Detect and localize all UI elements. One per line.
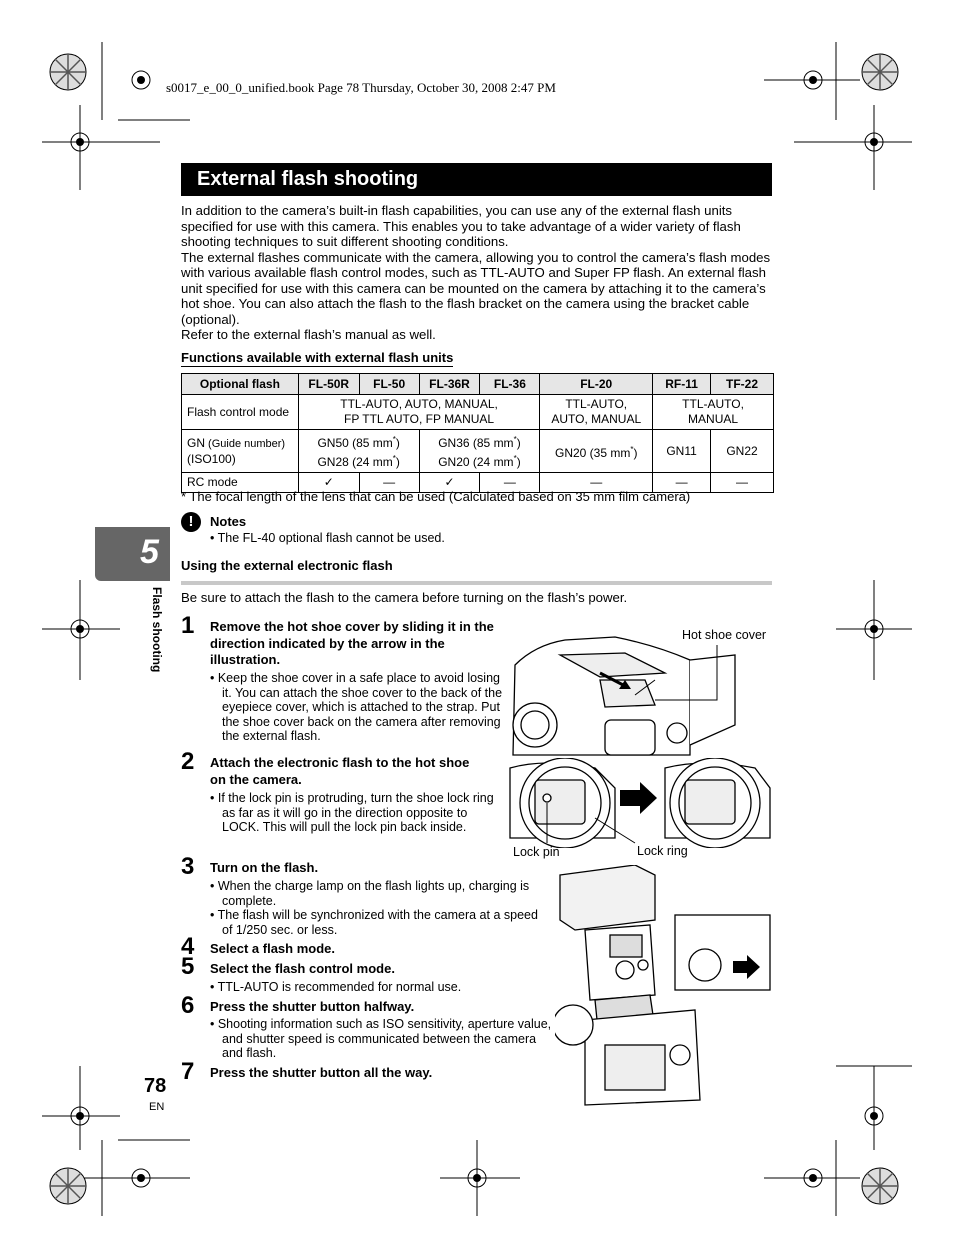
table-cell	[540, 395, 653, 430]
row-label: RC mode	[182, 473, 299, 493]
gn-value: GN20 (35 mm	[554, 445, 631, 460]
flash-on-camera-illustration	[555, 865, 775, 1110]
step-title: Select a flash mode.	[210, 941, 335, 956]
chapter-tab	[95, 527, 170, 581]
table-cell: —	[540, 473, 653, 493]
step-title: Remove the hot shoe cover by sliding it in the direction indicated by the arrow in the illustration.	[210, 619, 494, 667]
table-cell	[540, 430, 653, 473]
notes-title: Notes	[210, 514, 247, 529]
footnote-mark: *	[392, 435, 396, 444]
step-bullet: • When the charge lamp on the flash lights up, charging is complete.	[210, 879, 530, 908]
table-header-row	[182, 374, 774, 395]
table-row	[182, 430, 774, 473]
step-bullet: • If the lock pin is protruding, turn the shoe lock ring as far as it will go in the direction opposite to LOCK. This will pull the lock pin back inside.	[210, 791, 494, 835]
table-cell: ✓	[419, 473, 480, 493]
intro-text	[181, 203, 773, 343]
table-header-cell: FL-50R	[298, 374, 359, 395]
step-title: Press the shutter button halfway.	[210, 999, 415, 1014]
intro-paragraph-3: Refer to the external flash’s manual as well.	[181, 327, 436, 342]
label-text: (Guide number)	[205, 437, 286, 450]
table-cell	[298, 395, 540, 430]
table-cell: —	[359, 473, 419, 493]
chapter-label: Flash shooting	[150, 587, 164, 673]
row-label: Flash control mode	[182, 395, 299, 430]
table-header-cell: TF-22	[711, 374, 774, 395]
gn-value: GN28 (24 mm	[317, 455, 393, 469]
table-header-cell: FL-36R	[419, 374, 480, 395]
cell-line: FP TTL AUTO, FP MANUAL	[344, 412, 495, 426]
step-number: 5	[181, 953, 195, 980]
paren: )	[395, 455, 400, 469]
step-number: 7	[181, 1058, 195, 1085]
page-title: External flash shooting	[197, 168, 419, 190]
step-title: Select the flash control mode.	[210, 961, 395, 976]
step-bullet: • Keep the shoe cover in a safe place to avoid losing it. You can attach the shoe cover to the back of the eyepiece cover, which is attached to the strap. Put the shoe cover back on the camera after removing the external flash.	[210, 671, 503, 744]
table-footnote: * The focal length of the lens that can be used (Calculated based on 35 mm film camera)	[181, 489, 691, 504]
lock-pin-caption: Lock pin	[513, 845, 560, 859]
table-cell	[298, 430, 419, 473]
caution-icon: !	[181, 512, 201, 532]
cell-line: (ISO100)	[187, 451, 236, 466]
notes-item: • The FL-40 optional flash cannot be used.	[210, 531, 445, 545]
cell-line	[423, 432, 537, 451]
step-bullet: • TTL-AUTO is recommended for normal use.	[210, 980, 462, 994]
footnote-mark: *	[392, 454, 396, 463]
paren: )	[633, 445, 638, 460]
section-intro: Be sure to attach the flash to the camera before turning on the flash’s power.	[181, 590, 628, 605]
footnote-mark: *	[513, 435, 517, 444]
cell-line: AUTO, MANUAL	[551, 412, 642, 426]
table-cell: GN11	[653, 430, 711, 473]
step-number: 2	[181, 748, 195, 775]
table-header-cell: FL-20	[540, 374, 653, 395]
footnote-mark: *	[630, 444, 634, 454]
table-header-cell: RF-11	[653, 374, 711, 395]
label-text: GN	[187, 435, 205, 450]
table-cell: —	[653, 473, 711, 493]
cell-line	[302, 432, 416, 451]
table-cell: —	[480, 473, 540, 493]
table-row	[182, 395, 774, 430]
paren: )	[516, 455, 521, 469]
hot-shoe-cover-caption: Hot shoe cover	[682, 628, 767, 642]
page-number: 78	[144, 1075, 167, 1097]
lock-ring-illustration	[505, 758, 775, 848]
table-cell: ✓	[298, 473, 359, 493]
step-title: Press the shutter button all the way.	[210, 1065, 433, 1080]
paren: )	[516, 436, 521, 450]
table-header-cell: Optional flash	[182, 374, 299, 395]
cell-line: TTL-AUTO, AUTO, MANUAL,	[340, 397, 498, 411]
step-title: Turn on the flash.	[210, 860, 319, 875]
intro-paragraph-1: In addition to the camera’s built-in flash capabilities, you can use any of the external flash units specified for use with this camera. This enables you to take advantage of a wider variety of flash shooting techniques to suit different shooting conditions.	[181, 203, 741, 249]
cell-line	[302, 451, 416, 470]
table-header-cell: FL-36	[480, 374, 540, 395]
cell-line: TTL-AUTO,	[565, 397, 628, 411]
footnote-mark: *	[513, 454, 517, 463]
cell-line	[423, 451, 537, 470]
table-cell	[653, 395, 774, 430]
functions-heading: Functions available with external flash units	[181, 350, 454, 365]
intro-paragraph-2: The external flashes communicate with the camera, allowing you to control the camera’s flash modes with various available flash control modes, such as TTL-AUTO and Super FP flash. An external flash unit specified for use with this camera can be mounted on the camera by attaching it to the camera’s hot shoe. You can also attach the flash to the flash bracket on the camera using the bracket cable (optional).	[181, 249, 771, 327]
step-number: 1	[181, 612, 195, 639]
flash-functions-table	[181, 373, 774, 493]
cell-line	[187, 436, 295, 452]
cell-line: MANUAL	[688, 412, 739, 426]
gn-value: GN20 (24 mm	[438, 455, 514, 469]
section-title-bar	[181, 163, 772, 196]
page-language: EN	[149, 1101, 165, 1113]
table-cell: —	[711, 473, 774, 493]
table-cell	[419, 430, 540, 473]
chapter-number: 5	[140, 533, 159, 571]
row-label	[182, 430, 299, 473]
paren: )	[395, 436, 400, 450]
lock-ring-caption: Lock ring	[637, 844, 688, 858]
step-number: 6	[181, 992, 195, 1019]
gn-value: GN36 (85 mm	[438, 436, 514, 450]
step-number: 4	[181, 933, 195, 960]
step-bullet: • Shooting information such as ISO sensitivity, aperture value, and shutter speed is communicated between the camera and flash.	[210, 1017, 552, 1061]
table-header-cell: FL-50	[359, 374, 419, 395]
table-cell: GN22	[711, 430, 774, 473]
gn-value: GN50 (85 mm	[317, 436, 393, 450]
hot-shoe-illustration	[505, 625, 775, 760]
cell-line: TTL-AUTO,	[682, 397, 744, 411]
step-number: 3	[181, 853, 195, 880]
step-bullet: • The flash will be synchronized with the camera at a speed of 1/250 sec. or less.	[210, 908, 538, 937]
step-title: Attach the electronic flash to the hot shoe on the camera.	[210, 755, 470, 787]
section-heading: Using the external electronic flash	[181, 558, 772, 585]
book-header-line: s0017_e_00_0_unified.book Page 78 Thursday, October 30, 2008 2:47 PM	[166, 80, 556, 95]
